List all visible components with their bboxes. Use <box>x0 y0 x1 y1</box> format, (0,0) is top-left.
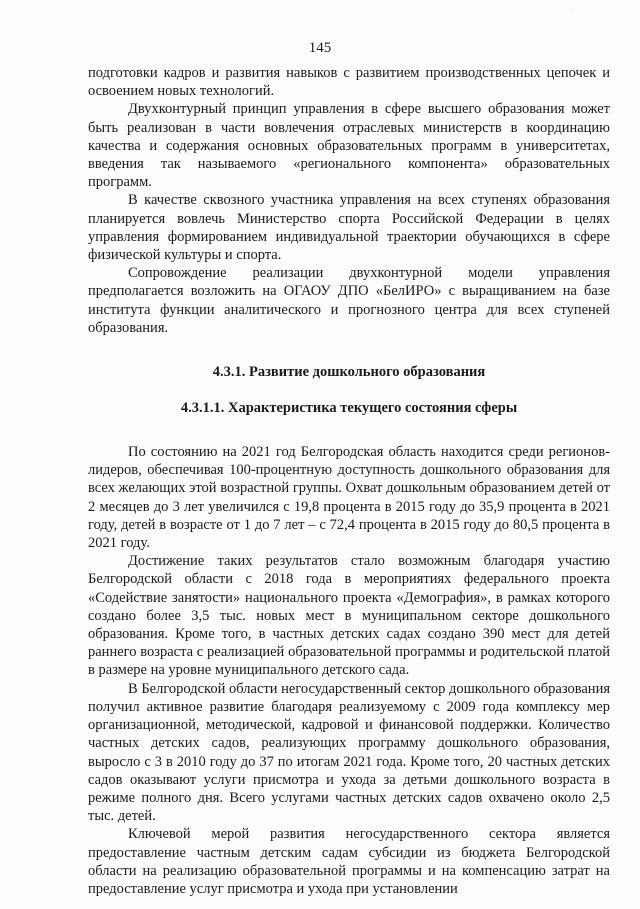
paragraph-key-measure: Ключевой мерой развития негосударственного сектора является предоставление частным детским садам субсидии из бюджета Белгородской области на реализацию образовательной программы и на компенсацию затрат на предоставление услуг присмотра и ухода при установлении <box>88 826 610 897</box>
paragraph-achievements: Достижение таких результатов стало возможным благодаря участию Белгородской области с 2018 года в мероприятиях федерального проекта «Содействие занятости» национального проекта «Демография», в рамках которого создано более 3,5 тыс. новых мест в муниципальном секторе дошкольного образования. Кроме того, в частных детских садах создано 390 мест для детей раннего возраста с реализацией образовательной программы и родительской платой в размере на уровне муниципального детского сада. <box>88 553 610 679</box>
paragraph-beliro: Сопровождение реализации двухконтурной модели управления предполагается возложить на ОГАОУ ДПО «БелИРО» с выращиванием на базе института функции аналитического и прогнозного центра для всех ступеней образования. <box>88 265 610 336</box>
paragraph-sports-ministry: В качестве сквозного участника управления на всех ступенях образования планируется вовлечь Министерство спорта Российской Федерации в целях управления формированием индивидуальной траектории обучающихся в сфере физической культуры и спорта. <box>88 192 610 264</box>
paragraph-two-contour-principle: Двухконтурный принцип управления в сфере высшего образования может быть реализован в части вовлечения отраслевых министерств в координацию качества и содержания основных образовательных программ в университетах, введения так называемого «регионального компонента» образовательных программ. <box>88 101 610 191</box>
subsection-heading: 4.3.1.1. Характеристика текущего состояния сферы <box>180 400 518 417</box>
page-number: 145 <box>308 40 332 56</box>
scan-mark: ˙ <box>571 8 574 18</box>
page-content <box>88 64 610 898</box>
section-heading: 4.3.1. Развитие дошкольного образования <box>212 364 486 381</box>
paragraph-private-sector: В Белгородской области негосударственный сектор дошкольного образования получил активное развитие благодаря реализуемому с 2009 года комплексу мер организационной, методической, кадровой и финансовой поддержки. Количество частных детских садов, реализующих программу дошкольного образования, выросло с 3 в 2010 году до 37 по итогам 2021 года. Кроме того, 20 частных детских садов оказывают услуги присмотра и ухода за детьми дошкольного возраста в режиме полного дня. Всего услугами частных детских садов охвачено около 2,5 тыс. детей. <box>88 680 610 825</box>
paragraph-status-2021: По состоянию на 2021 год Белгородская область находится среди регионов-лидеров, обеспечивая 100-процентную доступность дошкольного образования для всех желающих этой возрастной группы. Охват дошкольным образованием детей от 2 месяцев до 3 лет увеличился с 19,8 процента в 2015 году до 35,9 процента в 2021 году, детей в возрасте от 1 до 7 лет – с 72,4 процента в 2015 году до 80,5 процента в 2021 году. <box>88 444 610 552</box>
paragraph-continuation: подготовки кадров и развития навыков с развитием производственных цепочек и освоением новых технологий. <box>88 65 610 100</box>
